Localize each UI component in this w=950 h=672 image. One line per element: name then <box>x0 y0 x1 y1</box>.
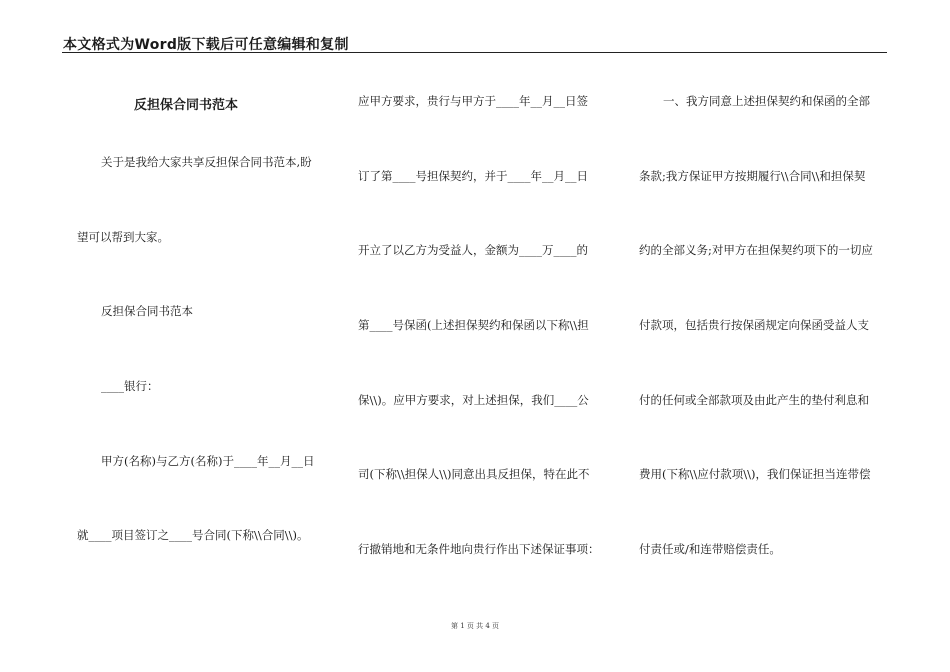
paragraph-line: ____银行： <box>101 379 159 393</box>
paragraph-line: 司(下称\\担保人\\)同意出具反担保，特在此不 <box>358 467 590 481</box>
paragraph-line: 关于是我给大家共享反担保合同书范本,盼 <box>101 155 312 169</box>
paragraph-line: 反担保合同书范本 <box>101 304 193 318</box>
paragraph-line: 就____项目签订之____号合同(下称\\合同\\)。 <box>77 528 309 542</box>
paragraph-line: 保\\)。应甲方要求，对上述担保，我们____公 <box>358 393 589 407</box>
paragraph-line: 甲方(名称)与乙方(名称)于____年__月__日 <box>101 454 315 468</box>
paragraph-line: 付的任何或全部款项及由此产生的垫付利息和 <box>639 393 869 407</box>
paragraph-line: 付款项，包括贵行按保函规定向保函受益人支 <box>639 318 869 332</box>
paragraph-line: 一、我方同意上述担保契约和保函的全部 <box>663 94 870 108</box>
paragraph-line: 应甲方要求，贵行与甲方于____年__月__日签 <box>358 94 588 108</box>
paragraph-line: 付责任或/和连带赔偿责任。 <box>639 542 781 556</box>
paragraph-line: 开立了以乙方为受益人，金额为____万____的 <box>358 243 588 257</box>
paragraph-line: 行撤销地和无条件地向贵行作出下述保证事项： <box>358 542 600 556</box>
paragraph-line: 约的全部义务;对甲方在担保契约项下的一切应 <box>639 243 873 257</box>
paragraph-line: 条款;我方保证甲方按期履行\\合同\\和担保契 <box>639 169 866 183</box>
paragraph-line: 订了第____号担保契约，并于____年__月__日 <box>358 169 588 183</box>
page-number: 第 1 页 共 4 页 <box>450 622 500 630</box>
header-rule <box>62 52 887 53</box>
paragraph-line: 望可以帮到大家。 <box>77 230 169 244</box>
paragraph-line: 费用(下称\\应付款项\\)，我们保证担当连带偿 <box>639 467 871 481</box>
header-title: 本文格式为Word版下载后可任意编辑和复制 <box>63 37 349 53</box>
paragraph-line: 第____号保函(上述担保契约和保函以下称\\担 <box>358 318 589 332</box>
document-title: 反担保合同书范本 <box>134 98 239 113</box>
